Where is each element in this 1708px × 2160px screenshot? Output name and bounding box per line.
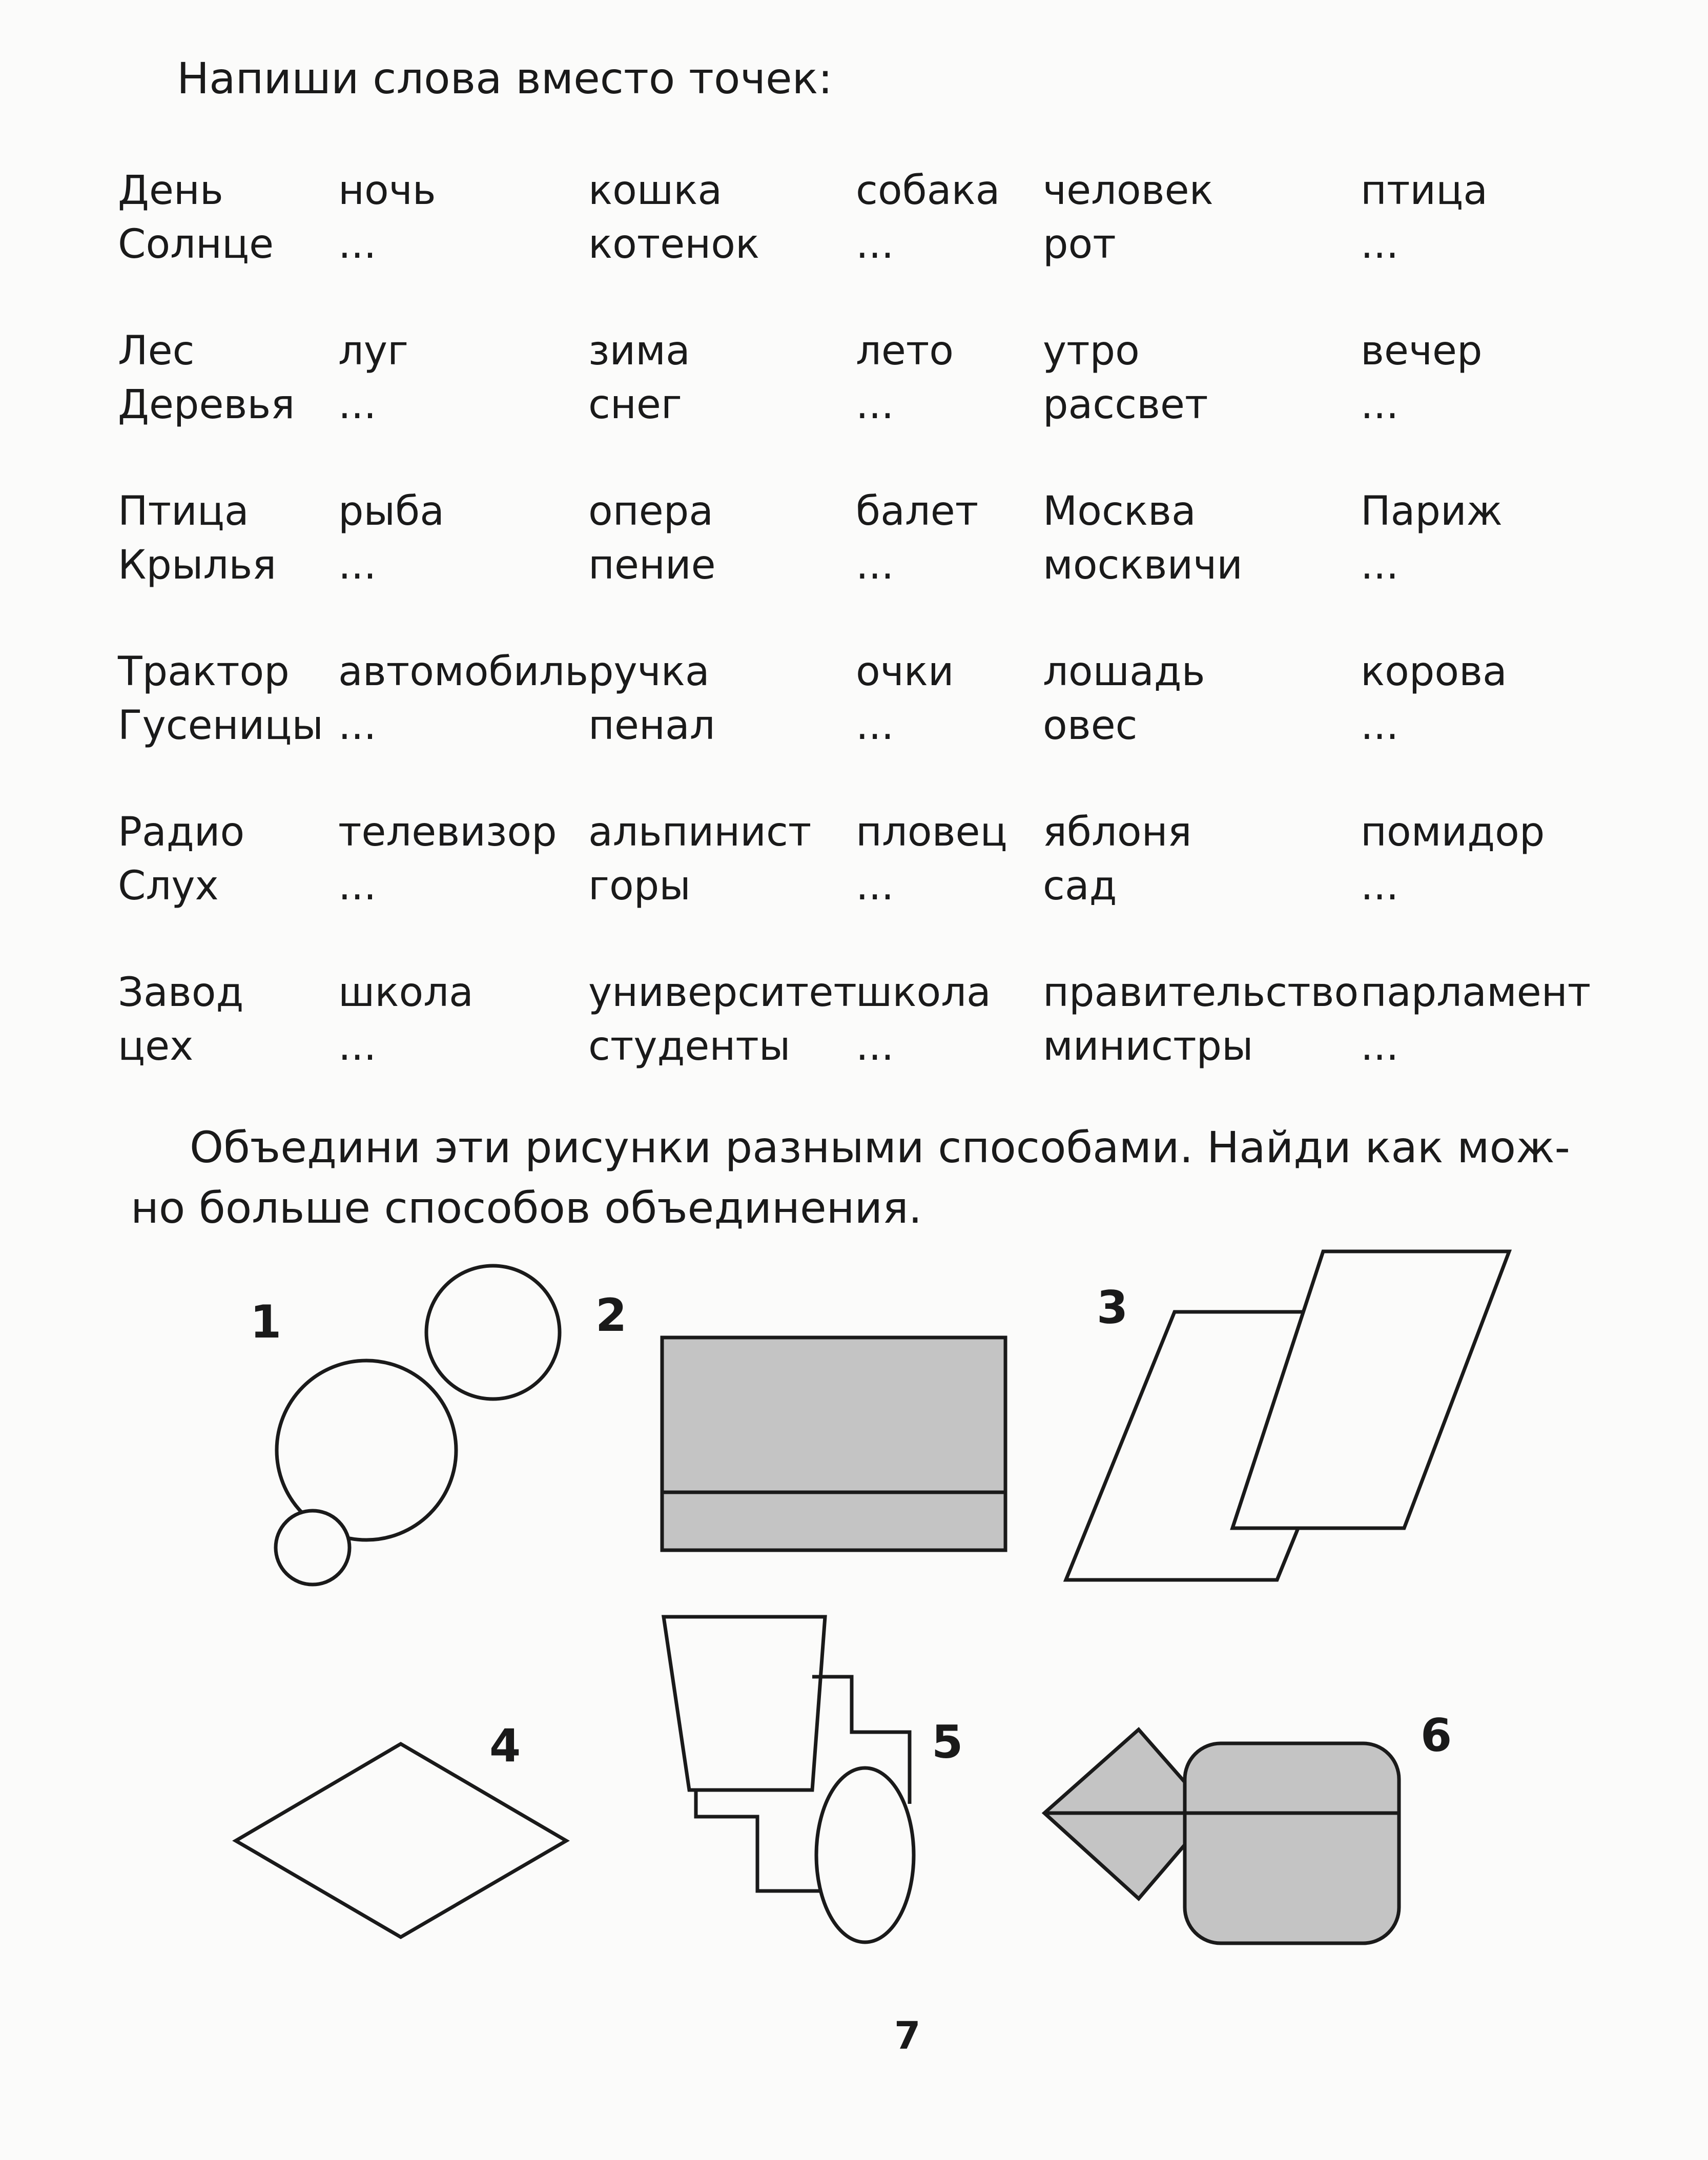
word-bottom: Слух [118,863,219,909]
figure-4-label: 4 [489,1719,521,1772]
word-top: ночь [338,168,436,214]
word-top: вечер [1361,328,1483,374]
word-top: автомобиль [338,649,589,695]
word-top: университет [588,970,857,1016]
task1-title: Напиши слова вместо точек: [177,53,833,104]
figure-6-label: 6 [1421,1709,1452,1762]
word-top: яблоня [1043,809,1192,855]
word-bottom: Гусеницы [118,703,323,749]
word-blank: ... [338,221,377,268]
word-top: пловец [856,809,1007,855]
word-bottom: горы [588,863,691,909]
word-bottom: цех [118,1023,194,1069]
word-blank: ... [856,542,894,588]
word-bottom: москвичи [1043,542,1243,588]
word-blank: ... [1361,703,1399,749]
word-top: собака [856,168,1000,214]
word-top: корова [1361,649,1507,695]
word-blank: ... [338,1023,377,1069]
word-top: утро [1043,328,1140,374]
word-top: зима [588,328,690,374]
word-blank: ... [856,703,894,749]
word-bottom: рот [1043,221,1116,268]
word-top: лошадь [1043,649,1205,695]
word-blank: ... [856,382,894,428]
word-top: помидор [1361,809,1545,855]
word-blank: ... [1361,863,1399,909]
word-top: птица [1361,168,1488,214]
word-bottom: снег [588,382,682,428]
word-top: Париж [1361,488,1503,534]
task2-line1: Объедини эти рисунки разными способами. Найди как мож- [190,1122,1570,1172]
task2-line2: но больше способов объединения. [131,1183,922,1233]
word-blank: ... [856,1023,894,1069]
word-blank: ... [1361,542,1399,588]
word-blank: ... [1361,382,1399,428]
word-top: лето [856,328,954,374]
word-blank: ... [856,221,894,268]
figure-2-rectangle [662,1338,1005,1550]
figure-5-composite [664,1617,914,1942]
word-top: Радио [118,809,245,855]
word-blank: ... [338,863,377,909]
word-bottom: пение [588,542,716,588]
word-top: очки [856,649,954,695]
word-top: Москва [1043,488,1196,534]
figure-1-label: 1 [250,1295,282,1348]
figure-4-rhombus [236,1744,566,1937]
word-top: школа [856,970,991,1016]
word-blank: ... [338,542,377,588]
figure-2-label: 2 [595,1289,627,1342]
word-bottom: котенок [588,221,760,268]
word-top: Птица [118,488,249,534]
word-bottom: сад [1043,863,1117,909]
word-bottom: Крылья [118,542,277,588]
word-top: Завод [118,970,244,1016]
word-top: альпинист [588,809,812,855]
word-bottom: Солнце [118,221,274,268]
word-bottom: овес [1043,703,1138,749]
word-top: человек [1043,168,1213,214]
word-blank: ... [1361,1023,1399,1069]
figure-3-label: 3 [1097,1281,1128,1334]
figure-3-parallelograms [1066,1251,1509,1580]
word-top: правительство [1043,970,1359,1016]
word-bottom: Деревья [118,382,295,428]
word-top: рыба [338,488,444,534]
figure-1-circles [276,1266,560,1585]
word-bottom: студенты [588,1023,791,1069]
figure-5-label: 5 [932,1716,963,1768]
figure-6-composite [1044,1730,1399,1943]
word-blank: ... [338,382,377,428]
word-bottom: пенал [588,703,715,749]
word-top: Трактор [118,649,290,695]
word-top: школа [338,970,474,1016]
word-top: День [118,168,223,214]
word-bottom: рассвет [1043,382,1208,428]
word-blank: ... [856,863,894,909]
word-blank: ... [338,703,377,749]
word-top: ручка [588,649,710,695]
word-top: балет [856,488,979,534]
word-top: луг [338,328,408,374]
word-top: парламент [1361,970,1591,1016]
word-top: опера [588,488,714,534]
word-top: телевизор [338,809,557,855]
word-blank: ... [1361,221,1399,268]
word-top: кошка [588,168,723,214]
word-bottom: министры [1043,1023,1253,1069]
page-number: 7 [894,2014,921,2058]
word-top: Лес [118,328,195,374]
